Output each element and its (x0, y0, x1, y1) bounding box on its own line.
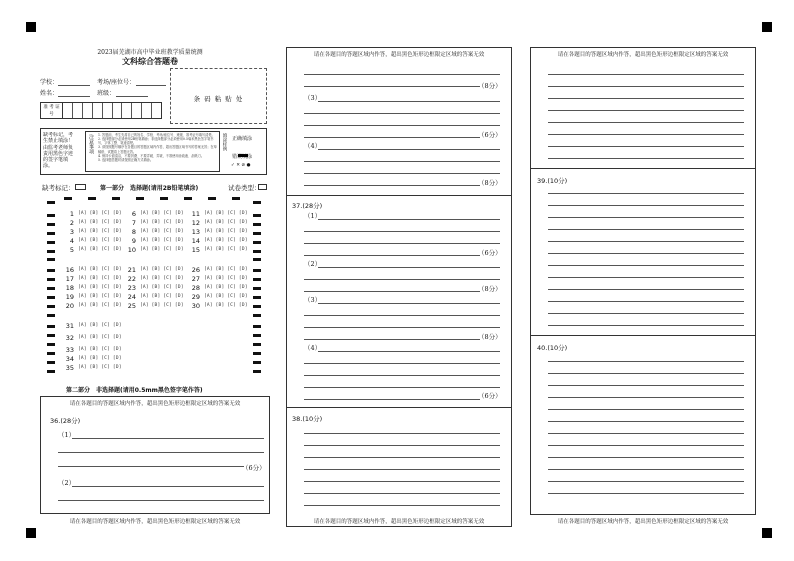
exam-room-label: 考场/座位号： (97, 79, 136, 86)
answer-options[interactable]: [A] [B] [C] [D] (78, 335, 122, 340)
part1-title: 第一部分 选择题(请用2B铅笔填涂) (100, 185, 199, 192)
question-number: 17 (65, 275, 74, 283)
q36-sub3-score: （6分） (478, 131, 502, 139)
q37-title: 37.(28分) (292, 202, 323, 210)
question-number: 5 (69, 246, 74, 254)
question-number: 15 (191, 246, 200, 254)
answer-options[interactable]: [A] [B] [C] [D] (204, 238, 248, 243)
q37-sub2-label: （2） (304, 260, 322, 268)
barcode-area (170, 68, 267, 124)
section-divider (530, 335, 756, 336)
answer-options[interactable]: [A] [B] [C] [D] (78, 211, 122, 216)
answer-panel-q36[interactable] (40, 396, 270, 514)
question-number: 28 (191, 284, 200, 292)
sheet-title: 文科综合答题卷 (122, 57, 178, 66)
question-number: 33 (65, 346, 74, 354)
q36-sub1-score: （6分） (242, 464, 266, 472)
question-number: 2 (69, 219, 74, 227)
question-number: 27 (191, 275, 200, 283)
q38-title: 38.(10分) (292, 415, 323, 423)
notice-item-2: 2. 选择题部分必须使用2B铅笔填涂；非选择题部分必须使用0.5毫米黑色签字笔书写，字体工整、笔迹清楚。 (98, 137, 214, 146)
question-number: 8 (131, 228, 136, 236)
answer-options[interactable]: [A] [B] [C] [D] (78, 365, 122, 370)
panel-warning-bottom: 请在各题目的答题区域内作答，超出黑色矩形边框限定区域的答案无效 (313, 519, 485, 525)
answer-options[interactable]: [A] [B] [C] [D] (140, 267, 184, 272)
q39-title: 39.(10分) (537, 177, 568, 185)
answer-options[interactable]: [A] [B] [C] [D] (204, 220, 248, 225)
question-number: 16 (65, 266, 74, 274)
question-number: 12 (191, 219, 200, 227)
choice-section (36, 194, 270, 380)
question-number: 21 (127, 266, 136, 274)
question-number: 14 (191, 237, 200, 245)
section-divider (530, 168, 756, 169)
corner-mark-br (762, 528, 772, 538)
question-number: 1 (69, 210, 74, 218)
class-label: 班级： (97, 90, 116, 97)
wrong-fill-label: 错误填涂 (232, 154, 253, 160)
absent-box-note: 缺考标记，考生禁止填涂！由监考老师负责用黑色字迹的签字笔填涂。 (43, 132, 74, 170)
question-number: 13 (191, 228, 200, 236)
name-label: 姓名： (40, 90, 59, 97)
q36-title: 36.(28分) (50, 417, 81, 425)
answer-options[interactable]: [A] [B] [C] [D] (78, 285, 122, 290)
answer-options[interactable]: [A] [B] [C] [D] (78, 294, 122, 299)
answer-options[interactable]: [A] [B] [C] [D] (204, 276, 248, 281)
wrong-fill-samples: ✓ ✕ ⊘ ● (231, 163, 251, 168)
answer-options[interactable]: [A] [B] [C] [D] (140, 294, 184, 299)
answer-options[interactable]: [A] [B] [C] [D] (204, 285, 248, 290)
section-divider (286, 195, 512, 196)
notice-item-3: 3. 请按照题号顺序在各题目的答题区域内作答，超出答题区域书写的答案无效；在草稿纸、试题卷上答题无效。 (98, 145, 217, 154)
answer-options[interactable]: [A] [B] [C] [D] (78, 276, 122, 281)
q36-sub1-label: （1） (58, 431, 76, 439)
question-number: 35 (65, 364, 74, 372)
paper-type-label: 试卷类型： (228, 184, 261, 192)
absent-mark-box[interactable] (75, 184, 86, 190)
paper-type-box[interactable] (258, 184, 267, 190)
answer-options[interactable]: [A] [B] [C] [D] (78, 323, 122, 328)
q37-sub2-score: （8分） (478, 285, 502, 293)
question-number: 25 (127, 302, 136, 310)
q36-sub3-label: （3） (304, 94, 322, 102)
q37-sub1-score: （6分） (478, 249, 502, 257)
notice-inner (85, 131, 220, 172)
q37-sub4-label: （4） (304, 344, 322, 352)
question-number: 34 (65, 355, 74, 363)
notice-title: 注意事项 (88, 134, 94, 154)
answer-options[interactable]: [A] [B] [C] [D] (204, 229, 248, 234)
q36-sub4-label: （4） (304, 142, 322, 150)
notice-item-4: 4. 保持卡面清洁，不要折叠、不要弄破、弄皱，不准使用涂改液、刮纸刀。 (98, 153, 205, 158)
answer-options[interactable]: [A] [B] [C] [D] (204, 294, 248, 299)
question-number: 7 (131, 219, 136, 227)
section-divider (286, 407, 512, 408)
question-number: 29 (191, 293, 200, 301)
absent-mark-label: 缺考标记： (42, 184, 75, 192)
panel-warning-top: 请在各题目的答题区域内作答，超出黑色矩形边框限定区域的答案无效 (313, 52, 485, 58)
exam-room-field[interactable] (136, 85, 166, 86)
notice-item-5: 5. 选择题答题时请按照正确方式填涂。 (98, 157, 154, 162)
answer-options[interactable]: [A] [B] [C] [D] (78, 247, 122, 252)
q37-sub1-label: （1） (304, 212, 322, 220)
question-number: 32 (65, 334, 74, 342)
answer-options[interactable]: [A] [B] [C] [D] (140, 303, 184, 308)
answer-options[interactable]: [A] [B] [C] [D] (78, 303, 122, 308)
barcode-label: 条 码 粘 贴 处 (193, 95, 244, 103)
school-field[interactable] (58, 85, 90, 86)
answer-options[interactable]: [A] [B] [C] [D] (140, 238, 184, 243)
panel-warning-top: 请在各题目的答题区域内作答，超出黑色矩形边框限定区域的答案无效 (557, 52, 729, 58)
panel-warning-bottom: 请在各题目的答题区域内作答，超出黑色矩形边框限定区域的答案无效 (69, 519, 241, 525)
question-number: 18 (65, 284, 74, 292)
corner-mark-tl (26, 22, 36, 32)
question-number: 24 (127, 293, 136, 301)
question-number: 30 (191, 302, 200, 310)
q37-sub3-score: （8分） (478, 333, 502, 341)
question-number: 4 (69, 237, 74, 245)
q40-title: 40.(10分) (537, 344, 568, 352)
answer-options[interactable]: [A] [B] [C] [D] (204, 267, 248, 272)
corner-mark-tr (762, 22, 772, 32)
answer-options[interactable]: [A] [B] [C] [D] (140, 276, 184, 281)
fill-sample-label: 填涂样例 (222, 133, 227, 151)
q37-sub3-label: （3） (304, 296, 322, 304)
q36-sub2-score: （8分） (478, 82, 502, 90)
panel-warning: 请在各题目的答题区域内作答，超出黑色矩形边框限定区域的答案无效 (69, 401, 241, 407)
q36-sub4-score: （8分） (478, 179, 502, 187)
q37-sub4-score: （6分） (478, 392, 502, 400)
q36-sub2-label: （2） (58, 479, 76, 487)
question-number: 3 (69, 228, 74, 236)
question-number: 23 (127, 284, 136, 292)
answer-options[interactable]: [A] [B] [C] [D] (78, 220, 122, 225)
answer-options[interactable]: [A] [B] [C] [D] (140, 229, 184, 234)
answer-options[interactable]: [A] [B] [C] [D] (140, 211, 184, 216)
answer-options[interactable]: [A] [B] [C] [D] (204, 247, 248, 252)
question-number: 31 (65, 322, 74, 330)
question-number: 26 (191, 266, 200, 274)
question-number: 6 (131, 210, 136, 218)
answer-options[interactable]: [A] [B] [C] [D] (140, 247, 184, 252)
question-number: 10 (127, 246, 136, 254)
ticket-number-grid[interactable] (40, 102, 162, 119)
class-field[interactable] (116, 96, 148, 97)
question-number: 20 (65, 302, 74, 310)
correct-fill-label: 正确填涂 (232, 136, 253, 142)
answer-options[interactable]: [A] [B] [C] [D] (78, 356, 122, 361)
answer-options[interactable]: [A] [B] [C] [D] (78, 229, 122, 234)
answer-options[interactable]: [A] [B] [C] [D] (204, 211, 248, 216)
answer-options[interactable]: [A] [B] [C] [D] (204, 303, 248, 308)
question-number: 9 (131, 237, 136, 245)
answer-options[interactable]: [A] [B] [C] [D] (140, 285, 184, 290)
question-number: 22 (127, 275, 136, 283)
part2-title: 第二部分 非选择题(请用0.5mm黑色签字笔作答) (66, 387, 203, 394)
corner-mark-bl (26, 528, 36, 538)
answer-options[interactable]: [A] [B] [C] [D] (140, 220, 184, 225)
exam-title: 2023届芜湖市高中毕业班教学质量统测 (97, 49, 203, 56)
question-number: 11 (191, 210, 200, 218)
answer-options[interactable]: [A] [B] [C] [D] (78, 238, 122, 243)
panel-warning-bottom: 请在各题目的答题区域内作答，超出黑色矩形边框限定区域的答案无效 (557, 519, 729, 525)
question-number: 19 (65, 293, 74, 301)
answer-options[interactable]: [A] [B] [C] [D] (78, 267, 122, 272)
answer-options[interactable]: [A] [B] [C] [D] (78, 347, 122, 352)
name-field[interactable] (58, 96, 90, 97)
school-label: 学校： (40, 79, 59, 86)
ticket-number-label: 准 考 证 号 (41, 103, 63, 118)
notice-box (40, 128, 267, 175)
notice-item-1: 1. 答题前，考生先将自己的姓名、学校、考场/座位号、班级、准考证号填写清楚。 (98, 133, 215, 137)
